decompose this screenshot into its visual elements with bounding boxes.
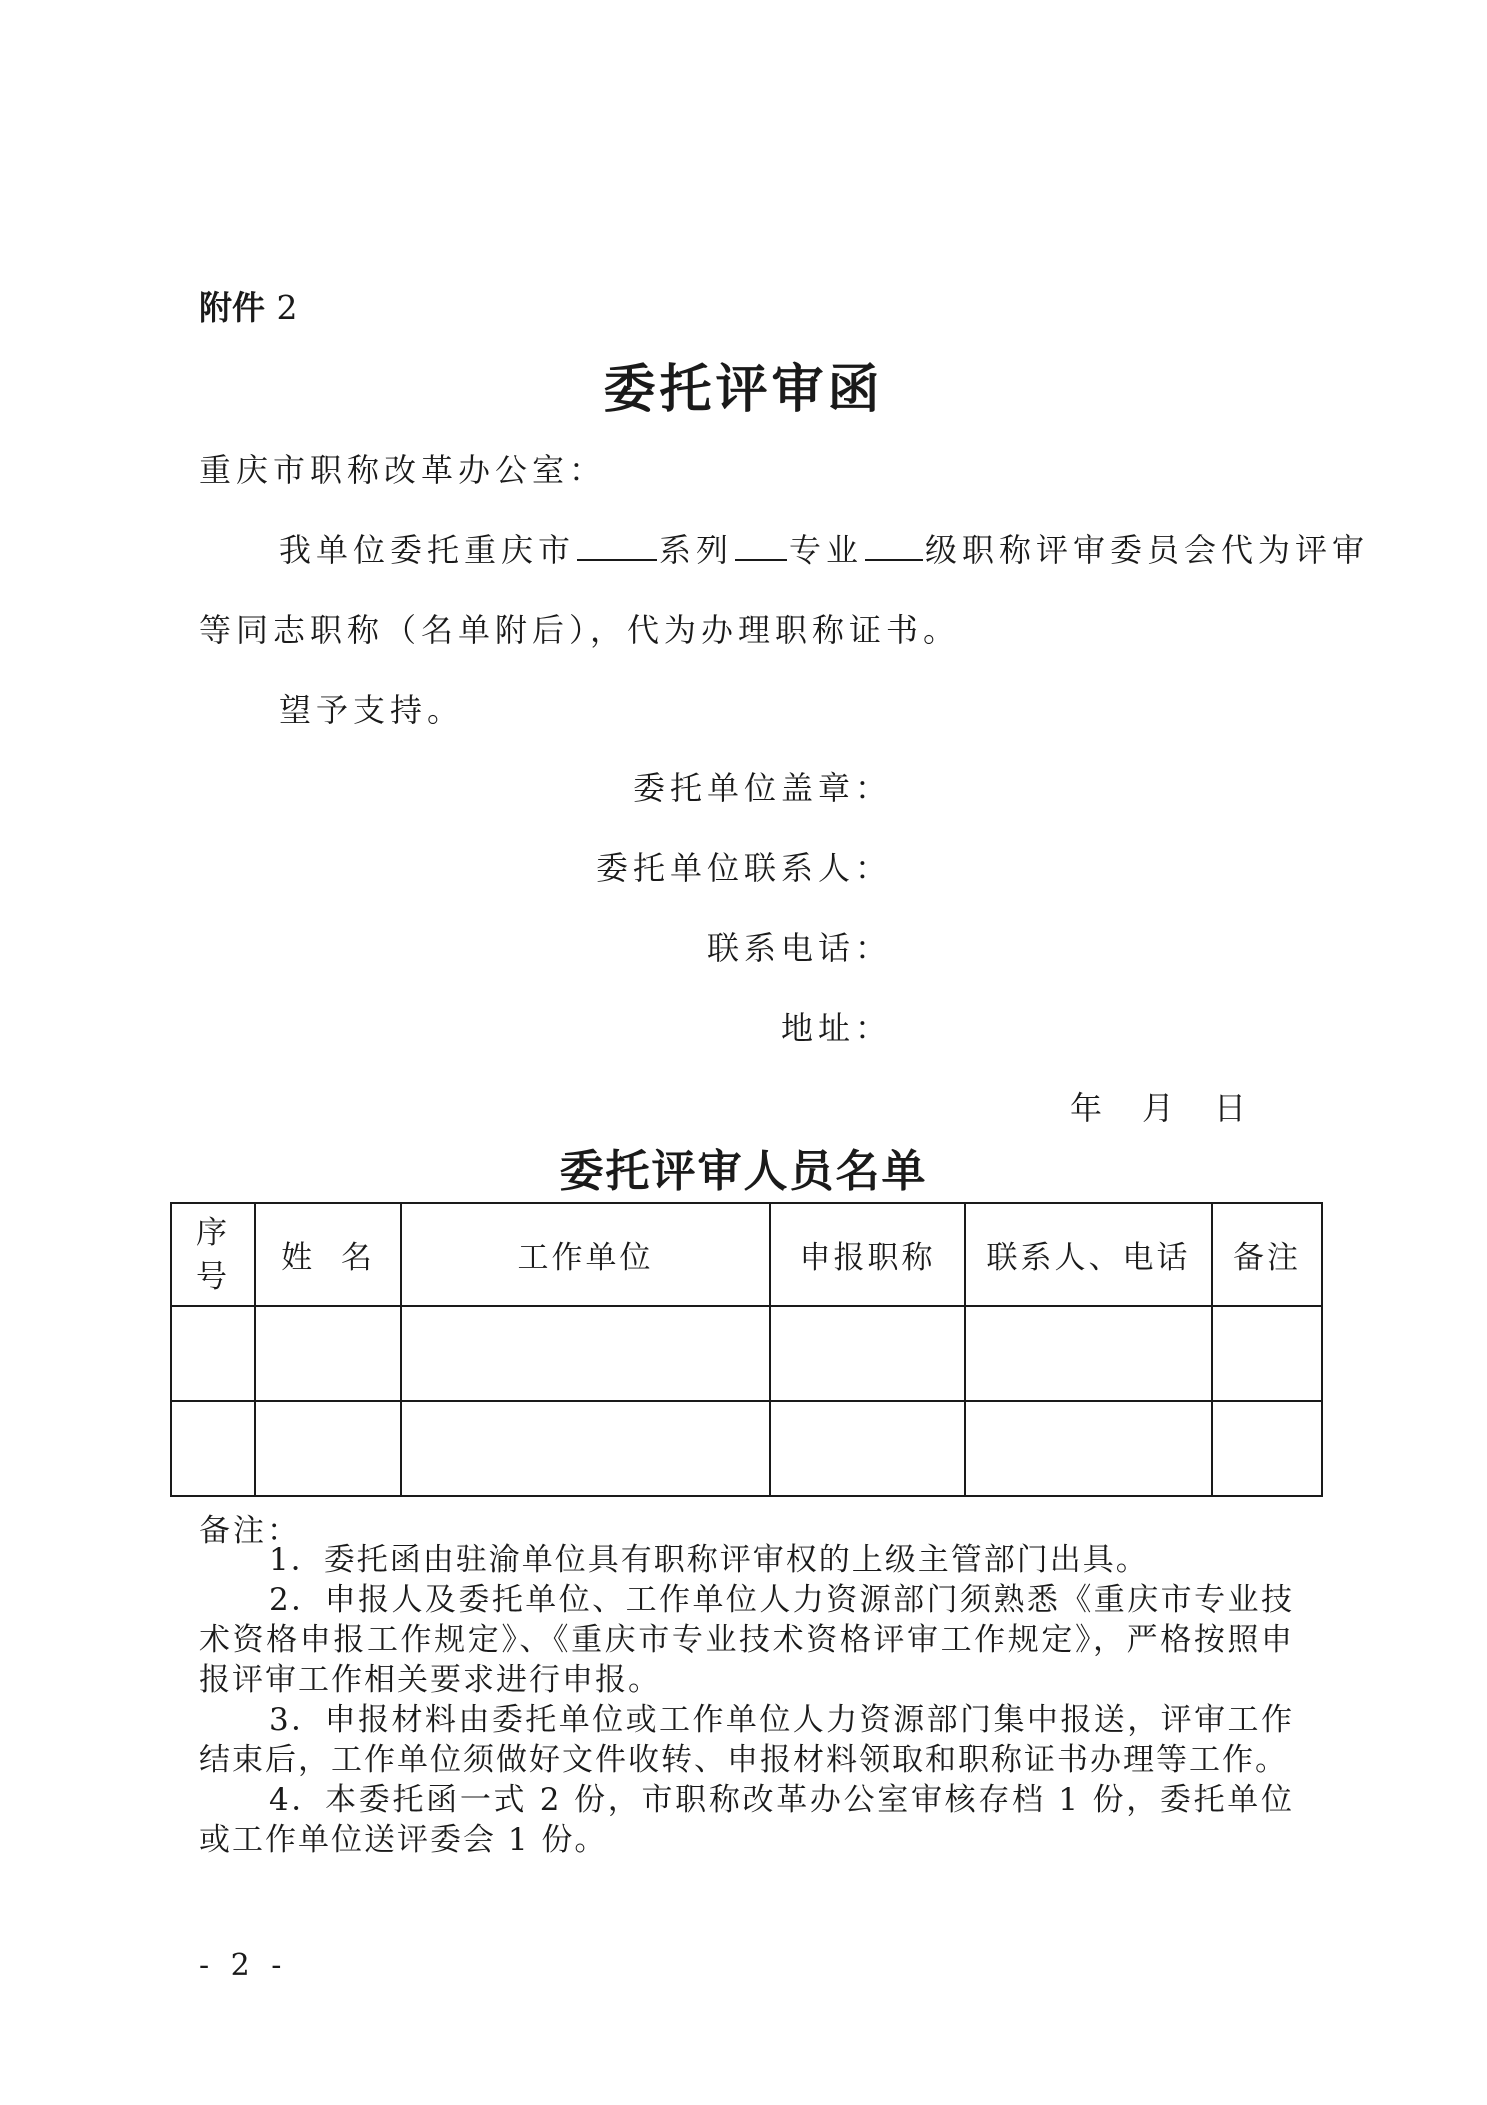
attachment-label bbox=[199, 282, 298, 329]
cell-remarks[interactable] bbox=[1212, 1306, 1322, 1401]
document-title: 委托评审函 bbox=[603, 359, 884, 420]
page-number: - 2 - bbox=[199, 1948, 288, 1983]
header-name: 姓 名 bbox=[255, 1203, 401, 1306]
header-serial bbox=[171, 1203, 255, 1306]
date-year: 年 bbox=[1070, 1089, 1103, 1127]
notes-list bbox=[199, 1540, 1294, 1860]
cell-name[interactable] bbox=[255, 1401, 401, 1496]
cell-workplace[interactable] bbox=[401, 1306, 770, 1401]
note-item-3: 3．申报材料由委托单位或工作单位人力资源部门集中报送，评审工作结束后，工作单位须做好文件收转、申报材料领取和职称证书办理等工作。 bbox=[199, 1702, 1294, 1778]
attachment-label-text: 附件 bbox=[199, 288, 265, 327]
table-row bbox=[171, 1306, 1322, 1401]
address-label: 地址： bbox=[780, 1009, 892, 1047]
para1-part4: 级职称评审委员会代为评审 bbox=[925, 531, 1370, 569]
header-remarks: 备注 bbox=[1212, 1203, 1322, 1306]
header-workplace: 工作单位 bbox=[401, 1203, 770, 1306]
header-serial-top: 序 bbox=[196, 1214, 230, 1251]
cell-serial[interactable] bbox=[171, 1306, 255, 1401]
date-line bbox=[1070, 1083, 1246, 1129]
header-contact-phone: 联系人、电话 bbox=[965, 1203, 1212, 1306]
para1-part1: 我单位委托重庆市 bbox=[279, 531, 576, 569]
seal-label: 委托单位盖章： bbox=[632, 769, 892, 807]
roster-header-row bbox=[171, 1203, 1322, 1306]
note-item-1: 1．委托函由驻渝单位具有职称评审权的上级主管部门出具。 bbox=[269, 1542, 1149, 1578]
roster-title: 委托评审人员名单 bbox=[559, 1146, 928, 1197]
header-serial-bottom: 号 bbox=[196, 1258, 230, 1295]
cell-contact-phone[interactable] bbox=[965, 1306, 1212, 1401]
phone-label: 联系电话： bbox=[706, 929, 892, 967]
cell-remarks[interactable] bbox=[1212, 1401, 1322, 1496]
note-item-4: 4．本委托函一式 2 份，市职称改革办公室审核存档 1 份，委托单位或工作单位送评委会 1 份。 bbox=[199, 1782, 1294, 1858]
cell-title-applied[interactable] bbox=[770, 1306, 965, 1401]
cell-serial[interactable] bbox=[171, 1401, 255, 1496]
date-month: 月 bbox=[1142, 1089, 1175, 1127]
level-blank[interactable] bbox=[865, 529, 923, 561]
note-item-2: 2．申报人及委托单位、工作单位人力资源部门须熟悉《重庆市专业技术资格申报工作规定》、《重庆市专业技术资格评审工作规定》，严格按照申报评审工作相关要求进行申报。 bbox=[199, 1582, 1294, 1698]
specialty-blank[interactable] bbox=[735, 529, 787, 561]
entrustment-paragraph bbox=[279, 525, 1369, 571]
notes-label: 备注： bbox=[199, 1513, 301, 1549]
para1-part3: 专业 bbox=[789, 531, 864, 569]
para1-part2: 系列 bbox=[659, 531, 734, 569]
date-day: 日 bbox=[1214, 1089, 1247, 1127]
entrustment-paragraph-continued: 等同志职称（名单附后），代为办理职称证书。 bbox=[199, 611, 961, 649]
header-title-applied: 申报职称 bbox=[770, 1203, 965, 1306]
cell-title-applied[interactable] bbox=[770, 1401, 965, 1496]
attachment-number: 2 bbox=[276, 288, 298, 327]
closing-line: 望予支持。 bbox=[279, 691, 465, 729]
recipient-line: 重庆市职称改革办公室： bbox=[199, 451, 607, 489]
cell-contact-phone[interactable] bbox=[965, 1401, 1212, 1496]
roster-table bbox=[170, 1202, 1323, 1497]
cell-workplace[interactable] bbox=[401, 1401, 770, 1496]
table-row bbox=[171, 1401, 1322, 1496]
cell-name[interactable] bbox=[255, 1306, 401, 1401]
series-blank[interactable] bbox=[577, 529, 657, 561]
contact-person-label: 委托单位联系人： bbox=[595, 849, 892, 887]
